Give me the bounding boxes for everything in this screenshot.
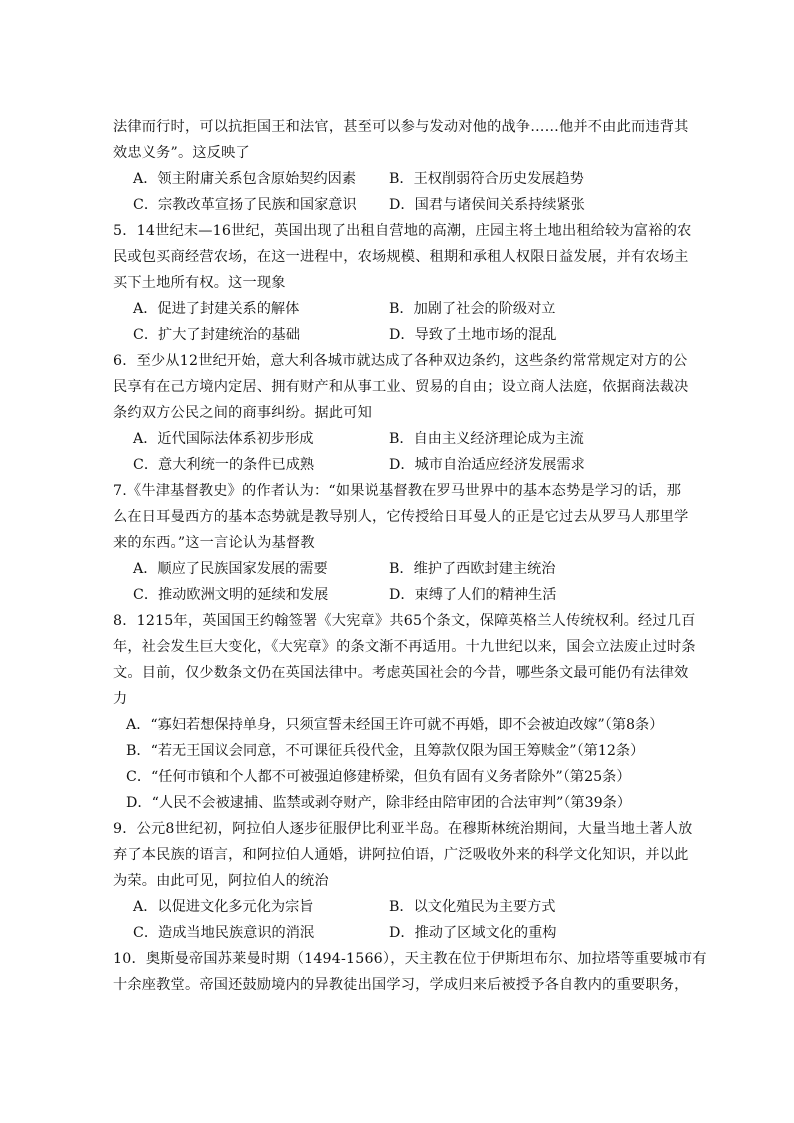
q10-text-line-1: 10．奥斯曼帝国苏莱曼时期（1494-1566），天主教在位于伊斯坦布尔、加拉塔等重要城市有 <box>113 951 707 967</box>
q10-text-line-2: 十余座教堂。帝国还鼓励境内的异教徒出国学习，学成归来后被授予各自教内的重要职务， <box>113 977 689 993</box>
q6-text-line-1: 6．至少从12世纪开始，意大利各城市就达成了各种双边条约，这些条约常常规定对方的公 <box>113 353 688 369</box>
q5-text-line-2: 民或包买商经营农场，在这一进程中，农场规模、租期和承租人权限日益发展，并有农场主 <box>113 249 689 265</box>
q6-option-a: A．近代国际法体系初步形成 <box>133 431 314 447</box>
q8-option-b: B．“若无王国议会同意，不可课征兵役代金，且筹款仅限为国王筹赎金”（第12条） <box>126 743 645 759</box>
q4-option-a: A．领主附庸关系包含原始契约因素 <box>133 171 357 187</box>
q8-text-line-2: 年，社会发生巨大变化，《大宪章》的条文渐不再适用。十九世纪以来，国会立法废止过时条 <box>113 639 696 655</box>
q6-option-b: B．自由主义经济理论成为主流 <box>389 431 584 447</box>
q5-option-b: B．加剧了社会的阶级对立 <box>389 301 556 317</box>
q5-text-line-1: 5．14世纪末—16世纪，英国出现了出租自营地的高潮，庄园主将土地出租给较为富裕的农 <box>113 223 692 239</box>
q9-option-a: A．以促进文化多元化为宗旨 <box>133 899 314 915</box>
q4-option-d: D．国君与诸侯间关系持续紧张 <box>389 197 585 213</box>
q9-option-c: C．造成当地民族意识的消泯 <box>133 925 315 941</box>
q7-option-d: D．束缚了人们的精神生活 <box>389 587 557 603</box>
q9-text-line-3: 为荣。由此可见，阿拉伯人的统治 <box>113 873 329 889</box>
q7-option-a: A．顺应了民族国家发展的需要 <box>133 561 328 577</box>
q7-text-line-2: 么在日耳曼西方的基本态势就是教导别人，它传授给日耳曼人的正是它过去从罗马人那里学 <box>113 509 689 525</box>
q8-option-c: C．“任何市镇和个人都不可被强迫修建桥梁，但负有固有义务者除外”（第25条） <box>126 769 631 785</box>
q4-option-b: B．王权削弱符合历史发展趋势 <box>389 171 584 187</box>
q7-option-c: C．推动欧洲文明的延续和发展 <box>133 587 329 603</box>
q5-text-line-3: 买下土地所有权。这一现象 <box>113 275 286 291</box>
q8-text-line-3: 文。目前，仅少数条文仍在英国法律中。考虑英国社会的今昔，哪些条文最可能仍有法律效 <box>113 665 689 681</box>
q6-text-line-3: 条约双方公民之间的商事纠纷。据此可知 <box>113 405 372 421</box>
q9-option-b: B．以文化殖民为主要方式 <box>389 899 556 915</box>
q8-text-line-1: 8．1215年，英国国王约翰签署《大宪章》共65个条文，保障英格兰人传统权利。经过几百 <box>113 613 696 629</box>
q5-option-d: D．导致了土地市场的混乱 <box>389 327 557 343</box>
q6-option-c: C．意大利统一的条件已成熟 <box>133 457 315 473</box>
q9-text-line-2: 弃了本民族的语言，和阿拉伯人通婚，讲阿拉伯语，广泛吸收外来的科学文化知识，并以此 <box>113 847 689 863</box>
q4-option-c: C．宗教改革宣扬了民族和国家意识 <box>133 197 357 213</box>
q8-text-line-4: 力 <box>113 691 128 707</box>
q6-text-line-2: 民享有在己方境内定居、拥有财产和从事工业、贸易的自由；设立商人法庭，依据商法裁决 <box>113 379 689 395</box>
q7-text-line-1: 7.《牛津基督教史》的作者认为：“如果说基督教在罗马世界中的基本态势是学习的话，那 <box>113 483 682 499</box>
q5-option-c: C．扩大了封建统治的基础 <box>133 327 300 343</box>
q8-option-a: A．“寡妇若想保持单身，只须宣誓未经国王许可就不再婚，即不会被迫改嫁”（第8条） <box>126 717 664 733</box>
q8-option-d: D．“人民不会被逮捕、监禁或剥夺财产，除非经由陪审团的合法审判”（第39条） <box>126 795 632 811</box>
q5-option-a: A．促进了封建关系的解体 <box>133 301 300 317</box>
q4-text-line-1: 法律而行时，可以抗拒国王和法官，甚至可以参与发动对他的战争……他并不由此而违背其 <box>113 119 689 135</box>
q7-text-line-3: 来的东西。”这一言论认为基督教 <box>113 535 315 551</box>
q7-option-b: B．维护了西欧封建主统治 <box>389 561 556 577</box>
q9-option-d: D．推动了区域文化的重构 <box>389 925 557 941</box>
q6-option-d: D．城市自治适应经济发展需求 <box>389 457 585 473</box>
q4-text-line-2: 效忠义务”。这反映了 <box>113 145 250 161</box>
q9-text-line-1: 9．公元8世纪初，阿拉伯人逐步征服伊比利亚半岛。在穆斯林统治期间，大量当地土著人放 <box>113 821 693 837</box>
